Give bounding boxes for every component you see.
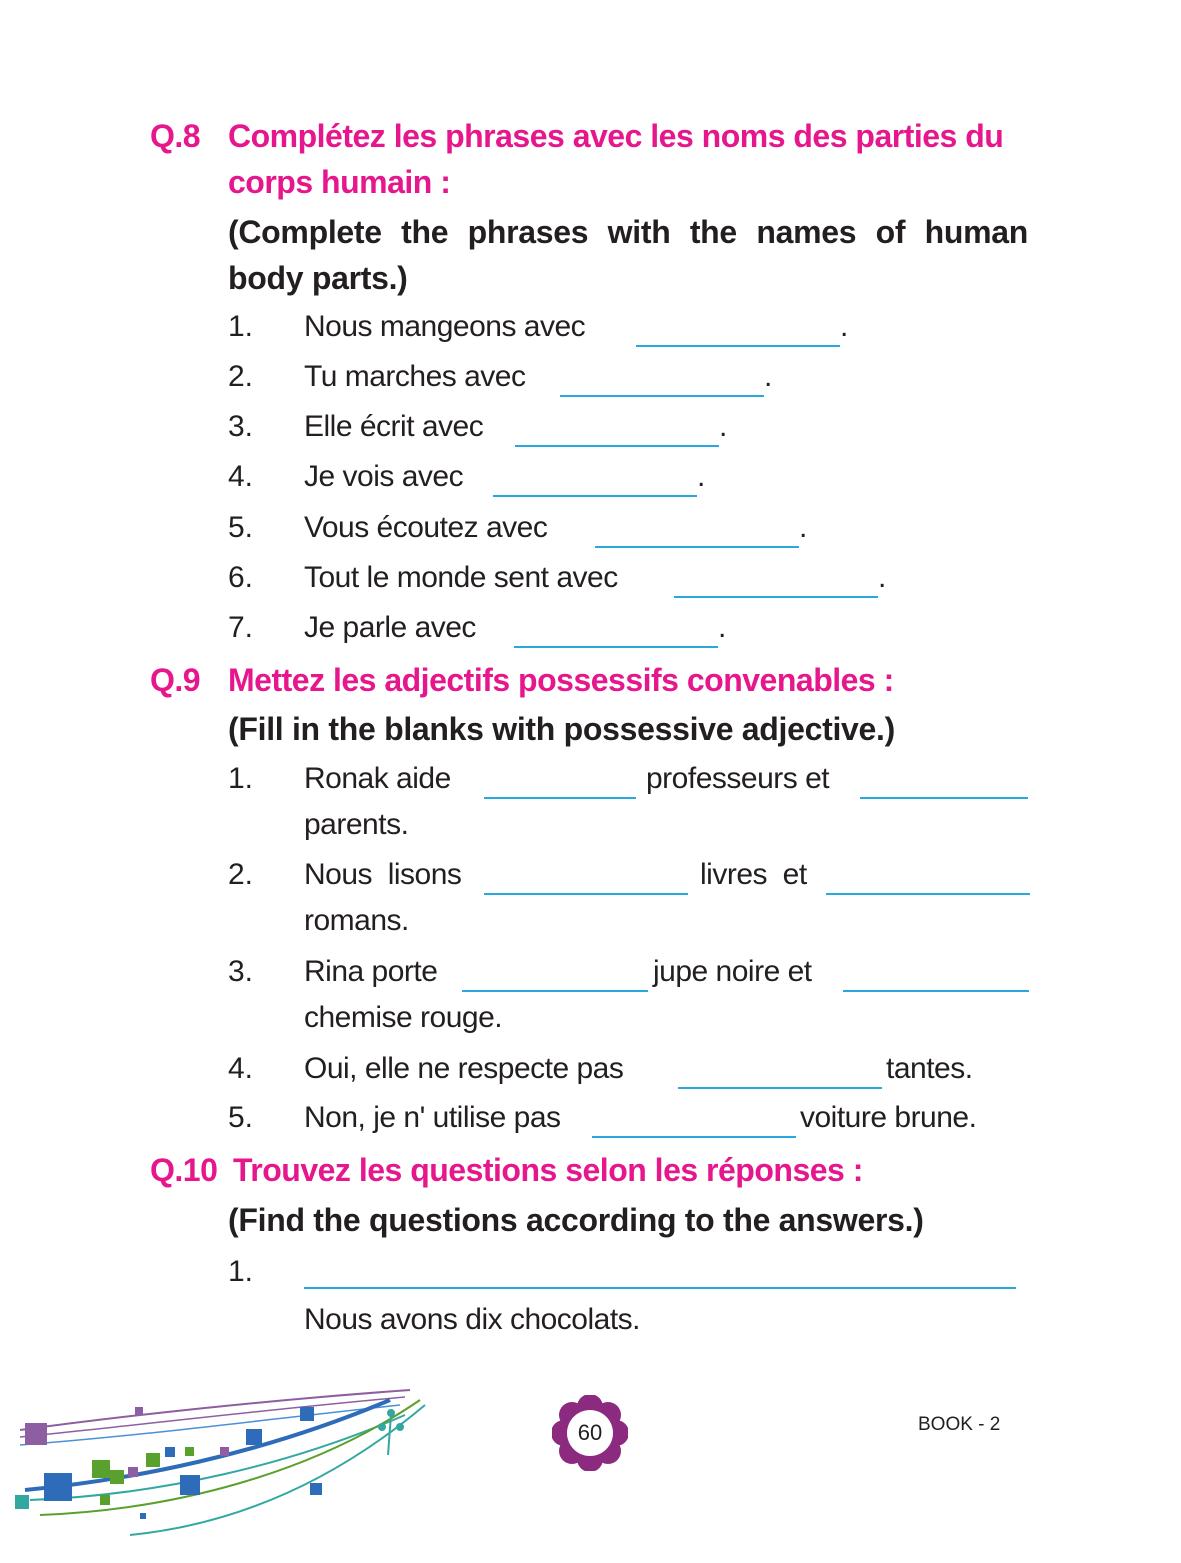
q8-item-2-text: Tu marches avec [304, 360, 526, 393]
q8-item-5-end: . [799, 511, 807, 544]
q9-item-3-number: 3. [228, 955, 254, 988]
q10-title: Trouvez les questions selon les réponses : [233, 1152, 863, 1188]
book-label: BOOK - 2 [918, 1414, 1001, 1435]
q8-item-2-blank[interactable] [560, 395, 764, 397]
q10-item-1-question-blank[interactable] [304, 1287, 1016, 1289]
q9-item-4-number: 4. [228, 1052, 254, 1085]
q9-item-1-part-c: parents. [304, 808, 409, 841]
q9-item-2-part-a: Nous lisons [304, 858, 462, 891]
q9-english: (Fill in the blanks with possessive adjective.) [228, 711, 895, 747]
page-number: 60 [577, 1420, 603, 1445]
q8-item-1-text: Nous mangeons avec [304, 310, 586, 343]
q9-item-2-blank-2[interactable] [826, 893, 1030, 895]
q8-item-5-text: Vous écoutez avec [304, 511, 548, 544]
q9-item-4-blank[interactable] [678, 1087, 882, 1089]
q8-item-6-blank[interactable] [674, 596, 878, 598]
q9-item-1-number: 1. [228, 762, 254, 795]
q9-item-4-part-b: tantes. [886, 1052, 973, 1085]
q9-item-1-blank-2[interactable] [860, 797, 1028, 799]
q9-item-1-part-b: professeurs et [646, 762, 830, 795]
q8-item-6-text: Tout le monde sent avec [304, 561, 618, 594]
q8-item-6-end: . [878, 561, 886, 594]
q9-item-3-part-c: chemise rouge. [304, 1001, 503, 1034]
q9-item-5-part-b: voiture brune. [800, 1101, 977, 1134]
q9-item-1-blank-1[interactable] [484, 797, 636, 799]
q9-item-5-number: 5. [228, 1101, 254, 1134]
q8-item-5-number: 5. [228, 511, 254, 544]
q9-item-2-part-b: livres et [700, 858, 807, 891]
q8-title-line1: Complétez les phrases avec les noms des parties du [228, 118, 1004, 154]
q9-number: Q.9 [150, 662, 201, 698]
q8-item-6-number: 6. [228, 561, 254, 594]
q8-item-3-number: 3. [228, 410, 254, 443]
q8-item-4-text: Je vois avec [304, 460, 464, 493]
q9-item-2-blank-1[interactable] [484, 893, 688, 895]
q8-item-7-end: . [718, 611, 726, 644]
q9-title: Mettez les adjectifs possessifs convenables : [228, 662, 894, 698]
q9-item-5-part-a: Non, je n' utilise pas [304, 1101, 561, 1134]
q9-item-2-part-c: romans. [304, 904, 409, 937]
q9-item-1-part-a: Ronak aide [304, 762, 451, 795]
q8-item-3-blank[interactable] [515, 445, 719, 447]
q9-item-3-part-a: Rina porte [304, 955, 438, 988]
q9-item-2-number: 2. [228, 858, 254, 891]
q8-item-2-number: 2. [228, 360, 254, 393]
q8-item-4-blank[interactable] [493, 495, 697, 497]
q8-item-4-number: 4. [228, 460, 254, 493]
q9-item-4-part-a: Oui, elle ne respecte pas [304, 1052, 624, 1085]
q10-english: (Find the questions according to the answers.) [228, 1202, 924, 1238]
q10-item-1-answer: Nous avons dix chocolats. [304, 1303, 641, 1336]
q8-item-3-end: . [719, 410, 727, 443]
q8-number: Q.8 [150, 118, 201, 154]
q8-item-2-end: . [764, 360, 772, 393]
q8-title-line2: corps humain : [228, 164, 451, 200]
q8-item-5-blank[interactable] [595, 546, 799, 548]
q8-item-1-number: 1. [228, 310, 254, 343]
q8-english-line2: body parts.) [228, 260, 408, 296]
q8-item-1-blank[interactable] [636, 345, 840, 347]
q8-item-4-end: . [697, 460, 705, 493]
q9-item-3-part-b: jupe noire et [653, 955, 812, 988]
q8-english-line1: (Complete the phrases with the names of human [228, 214, 1028, 250]
q10-item-1-number: 1. [228, 1255, 254, 1288]
q10-number: Q.10 [150, 1152, 218, 1188]
q8-item-7-number: 7. [228, 611, 254, 644]
decorative-swoosh-graphic [10, 1385, 430, 1550]
q9-item-3-blank-2[interactable] [843, 990, 1029, 992]
q8-item-7-text: Je parle avec [304, 611, 476, 644]
q8-item-1-end: . [840, 310, 848, 343]
q9-item-3-blank-1[interactable] [462, 990, 648, 992]
q8-item-7-blank[interactable] [514, 646, 718, 648]
q8-item-3-text: Elle écrit avec [304, 410, 484, 443]
q9-item-5-blank[interactable] [592, 1136, 796, 1138]
